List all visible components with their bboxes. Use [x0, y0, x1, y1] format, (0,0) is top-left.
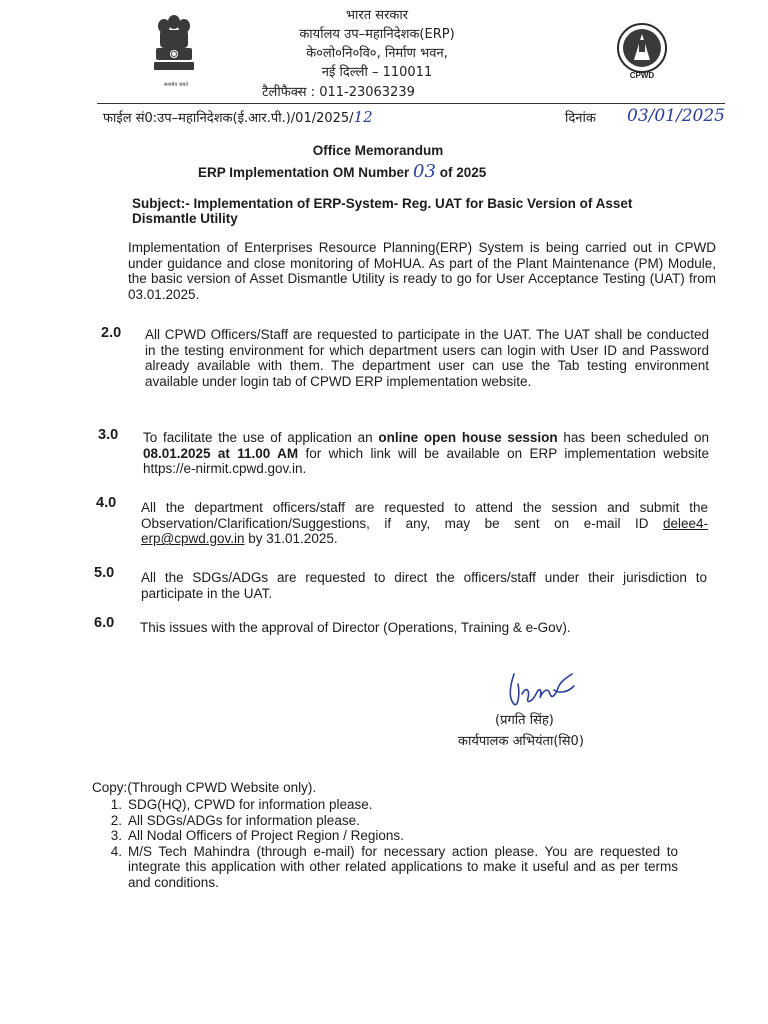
paragraph-3-text: has been scheduled on	[557, 430, 709, 445]
intro-paragraph: Implementation of Enterprises Resource Planning(ERP) System is being carried out in CPWD under guidance and close monitoring of MoHUA. As part of the Plant Maintenance (PM) Module, the basic version of Asset Dismantle Utility is ready to go for User Acceptance Testing (UAT) from 03.01.2025.	[128, 240, 716, 302]
paragraph-2: All CPWD Officers/Staff are requested to participate in the UAT. The UAT shall be conducted in the testing environment for which department users can login with User ID and Password already available with them. The department user can use the Tab testing environment available under login tab of CPWD ERP implementation website.	[145, 327, 709, 389]
list-item-number: 2.	[110, 812, 122, 828]
signatory-designation: कार्यपालक अभियंता(सि0)	[458, 734, 584, 749]
paragraph-4-text: by 31.01.2025.	[244, 531, 338, 547]
list-item	[94, 828, 678, 844]
header-divider	[97, 103, 725, 104]
list-item-text: M/S Tech Mahindra (through e-mail) for necessary action please. You are requested to integrate this application with other related applications to make it useful and as per terms and conditions.	[128, 843, 678, 890]
file-number	[103, 108, 373, 126]
paragraph-3-text: To facilitate the use of application an	[143, 430, 379, 445]
file-number-handwritten: 12	[353, 108, 373, 126]
letterhead-line: के०लो०नि०वि०, निर्माण भवन,	[306, 46, 448, 61]
letterhead-line: कार्यालय उप–महानिदेशक(ERP)	[299, 27, 455, 42]
session-datetime-text: 08.01.2025 at 11.00 AM	[143, 445, 299, 461]
letterhead-address	[262, 6, 492, 82]
list-item	[94, 813, 678, 829]
letterhead-line: भारत सरकार	[345, 8, 409, 23]
national-emblem-icon	[150, 12, 198, 82]
list-item	[94, 844, 678, 891]
copy-list	[94, 797, 678, 890]
list-item-number: 1.	[110, 797, 122, 812]
date-label: दिनांक	[565, 111, 596, 126]
paragraph-3-text: for which link will be available on ERP implementation website https://e-nirmit.cpwd.gov.in.	[143, 445, 710, 477]
memo-title: Office Memorandum	[312, 143, 444, 158]
paragraph-3	[143, 430, 709, 477]
cpwd-logo-icon	[612, 20, 672, 80]
paragraph-6: This issues with the approval of Director (Operations, Training & e-Gov).	[140, 620, 571, 635]
paragraph-number: 5.0	[94, 565, 115, 581]
file-number-printed: फाईल सं0:उप–महानिदेशक(ई.आर.पी.)/01/2025/	[103, 111, 354, 126]
paragraph-5: All the SDGs/ADGs are requested to direct the officers/staff under their jurisdiction to participate in the UAT.	[141, 570, 707, 601]
copy-heading: Copy:(Through CPWD Website only).	[92, 780, 317, 795]
paragraph-number: 6.0	[94, 615, 115, 631]
paragraph-4	[141, 500, 708, 547]
list-item	[94, 797, 678, 813]
open-house-session-text: online open house session	[378, 430, 558, 445]
paragraph-number: 2.0	[101, 325, 122, 341]
list-item-text: All SDGs/ADGs for information please.	[128, 812, 360, 828]
list-item-text: All Nodal Officers of Project Region / Regions.	[128, 828, 404, 843]
memo-number-suffix: of 2025	[439, 165, 487, 180]
paragraph-4-text: All the department officers/staff are requested to attend the session and submit the Observation/Clarification/Suggestions, if any, may be sent on e-mail ID	[141, 500, 708, 531]
emblem-caption: सत्यमेव जयते	[163, 82, 189, 88]
list-item-number: 4.	[110, 843, 122, 859]
signatory-name: (प्रगति सिंह)	[495, 713, 554, 728]
date-handwritten: 03/01/2025	[627, 106, 725, 126]
memo-number-prefix: ERP Implementation OM Number	[198, 165, 410, 180]
handwritten-signature	[496, 664, 596, 712]
memo-number-handwritten: 03	[413, 161, 436, 182]
cpwd-logo-label: CPWD	[629, 71, 655, 80]
telefax-number: टैलीफैक्स : 011-23063239	[262, 85, 415, 100]
list-item-number: 3.	[110, 828, 122, 843]
letterhead-line: नई दिल्ली – 110011	[321, 65, 433, 80]
paragraph-number: 4.0	[96, 495, 117, 511]
email-link[interactable]: delee4-erp@cpwd.gov.in	[141, 515, 708, 547]
paragraph-number: 3.0	[98, 427, 119, 443]
memo-subject: Subject:- Implementation of ERP-System- Reg. UAT for Basic Version of Asset Dismantle Utility	[132, 196, 633, 226]
list-item-text: SDG(HQ), CPWD for information please.	[128, 797, 373, 812]
memo-number-line	[198, 161, 618, 182]
